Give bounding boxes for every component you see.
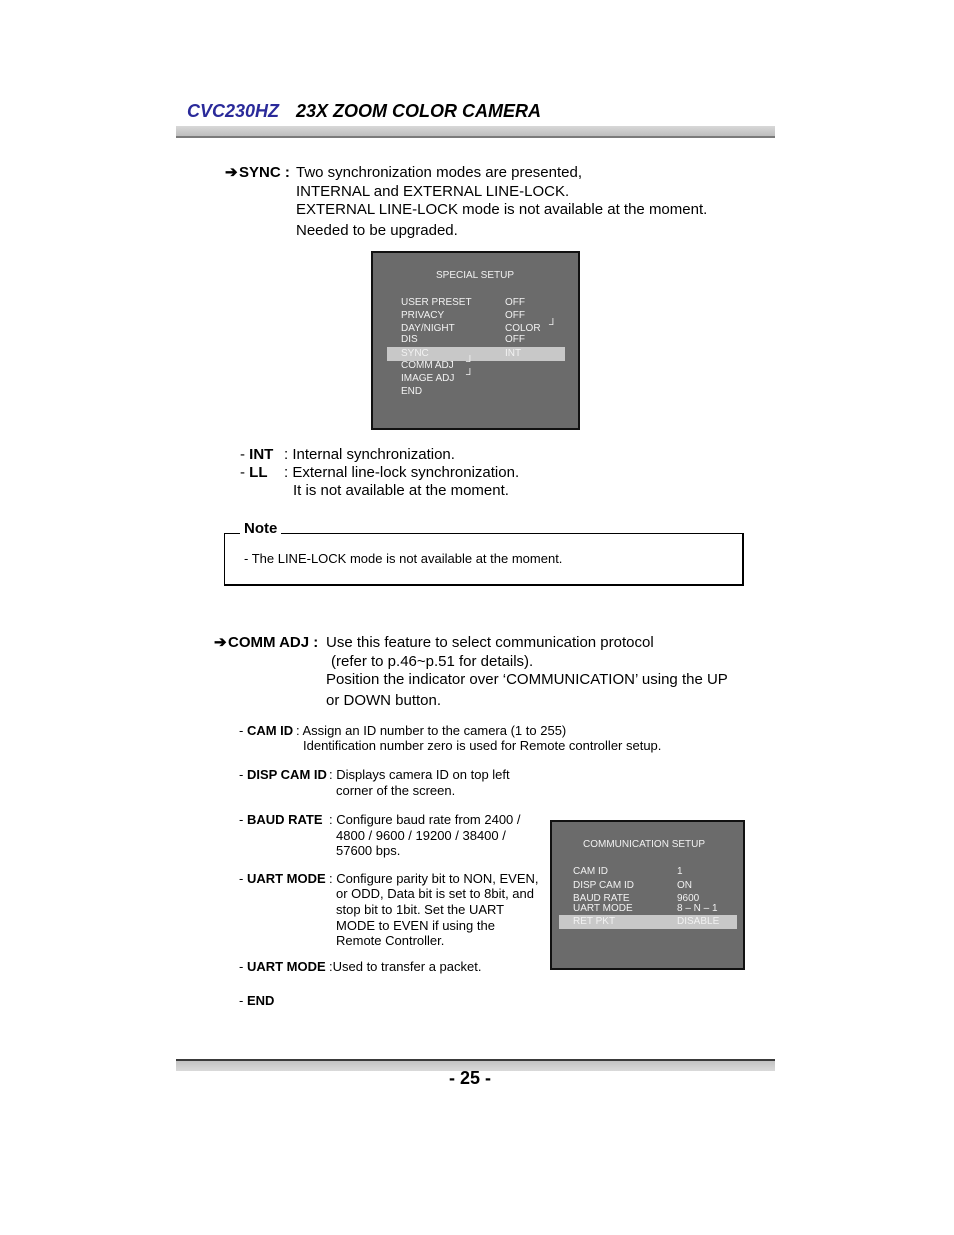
item-desc: Remote Controller. bbox=[336, 933, 445, 948]
osd-row-value: OFF bbox=[505, 297, 525, 308]
item-desc: :Used to transfer a packet. bbox=[329, 959, 482, 974]
osd-row-label: SYNC bbox=[401, 348, 429, 359]
sync-desc-line: EXTERNAL LINE-LOCK mode is not available at the moment. bbox=[296, 201, 708, 218]
option-desc: : External line-lock synchronization. bbox=[284, 464, 520, 481]
sync-desc-line: Two synchronization modes are presented, bbox=[296, 164, 582, 181]
osd-row-value: 1 bbox=[677, 866, 683, 877]
item-key: DISP CAM ID bbox=[246, 767, 327, 782]
sync-heading bbox=[225, 164, 290, 182]
special-setup-screen bbox=[371, 251, 580, 430]
osd-row-label: UART MODE bbox=[573, 903, 633, 914]
osd-row-label: DISP CAM ID bbox=[573, 880, 634, 891]
osd-row-value: INT bbox=[505, 348, 522, 359]
note-text: - The LINE-LOCK mode is not available at the moment. bbox=[244, 551, 563, 566]
cam-id-item: - CAM ID bbox=[239, 723, 294, 738]
osd-row-label: COMM ADJ bbox=[401, 360, 454, 371]
osd-title: SPECIAL SETUP bbox=[436, 270, 514, 281]
comm-desc-line: Use this feature to select communication protocol bbox=[326, 634, 654, 651]
arrow-right-icon: ➔ bbox=[225, 164, 238, 181]
osd-row-label: USER PRESET bbox=[401, 297, 472, 308]
model-name: CVC230HZ bbox=[187, 101, 280, 121]
item-desc: : Displays camera ID on top left bbox=[329, 767, 510, 782]
osd-row-value: COLOR bbox=[505, 323, 541, 334]
uart-mode-item: - UART MODE bbox=[239, 871, 326, 886]
item-desc: MODE to EVEN if using the bbox=[336, 918, 495, 933]
comm-desc-line: Position the indicator over ‘COMMUNICATION’ using the UP bbox=[326, 671, 728, 688]
item-key: UART MODE bbox=[246, 959, 326, 974]
osd-row-value: 9600 bbox=[677, 893, 700, 904]
uart-mode-packet-item: - UART MODE bbox=[239, 959, 326, 974]
enter-icon: ┘ bbox=[466, 369, 474, 381]
osd-row-label: RET PKT bbox=[573, 916, 616, 927]
sync-option bbox=[240, 446, 273, 464]
list-dash: - bbox=[240, 446, 250, 463]
comm-desc-line: or DOWN button. bbox=[326, 692, 442, 709]
arrow-right-icon: ➔ bbox=[214, 634, 227, 651]
baud-rate-item: - BAUD RATE bbox=[239, 812, 323, 827]
enter-icon: ┘ bbox=[549, 319, 557, 331]
osd-row-value: ON bbox=[677, 880, 692, 891]
item-desc: corner of the screen. bbox=[336, 783, 456, 798]
osd-row-label: BAUD RATE bbox=[573, 893, 630, 904]
osd-row-value: DISABLE bbox=[677, 916, 720, 927]
item-key: BAUD RATE bbox=[246, 812, 323, 827]
page-number: - 25 - bbox=[449, 1068, 492, 1088]
osd-row-value: 8 – N – 1 bbox=[677, 903, 718, 914]
item-desc: stop bit to 1bit. Set the UART bbox=[336, 902, 505, 917]
document-title: 23X ZOOM COLOR CAMERA bbox=[296, 101, 542, 121]
note-title: Note bbox=[240, 520, 281, 537]
osd-row-value: OFF bbox=[505, 334, 525, 345]
sync-label: SYNC : bbox=[239, 164, 290, 181]
communication-setup-screen bbox=[550, 820, 745, 970]
osd-row-label: PRIVACY bbox=[401, 310, 445, 321]
osd-row-label: CAM ID bbox=[573, 866, 608, 877]
item-desc: or ODD, Data bit is set to 8bit, and bbox=[336, 886, 534, 901]
item-key: END bbox=[246, 993, 275, 1008]
end-item: - END bbox=[239, 993, 275, 1008]
item-desc: Identification number zero is used for Remote controller setup. bbox=[303, 738, 662, 753]
osd-row-label: END bbox=[401, 386, 423, 397]
item-desc: : Configure parity bit to NON, EVEN, bbox=[329, 871, 539, 886]
sync-desc-line: INTERNAL and EXTERNAL LINE-LOCK. bbox=[296, 183, 570, 200]
item-desc: 57600 bps. bbox=[336, 843, 401, 858]
list-dash: - bbox=[240, 464, 250, 481]
sync-desc-line: Needed to be upgraded. bbox=[296, 222, 458, 239]
option-desc-extra: It is not available at the moment. bbox=[293, 482, 509, 499]
comm-desc-line: (refer to p.46~p.51 for details). bbox=[331, 653, 534, 670]
option-key: INT bbox=[249, 446, 274, 463]
osd-row-value: OFF bbox=[505, 310, 525, 321]
item-desc: : Configure baud rate from 2400 / bbox=[329, 812, 521, 827]
comm-adj-heading bbox=[214, 634, 318, 652]
comm-adj-label: COMM ADJ : bbox=[228, 634, 319, 651]
item-desc: 4800 / 9600 / 19200 / 38400 / bbox=[336, 828, 506, 843]
option-key: LL bbox=[249, 464, 268, 481]
enter-icon: ┘ bbox=[466, 356, 474, 368]
osd-row-label: IMAGE ADJ bbox=[401, 373, 455, 384]
osd-row-label: DAY/NIGHT bbox=[401, 323, 455, 334]
osd-title: COMMUNICATION SETUP bbox=[583, 839, 706, 850]
header-rule bbox=[176, 126, 775, 138]
item-desc: : Assign an ID number to the camera (1 to 255) bbox=[296, 723, 567, 738]
disp-cam-id-item: - DISP CAM ID bbox=[239, 767, 327, 782]
option-desc: : Internal synchronization. bbox=[284, 446, 455, 463]
osd-row-label: DIS bbox=[401, 334, 418, 345]
sync-option bbox=[240, 464, 268, 482]
item-key: UART MODE bbox=[246, 871, 326, 886]
item-key: CAM ID bbox=[246, 723, 294, 738]
